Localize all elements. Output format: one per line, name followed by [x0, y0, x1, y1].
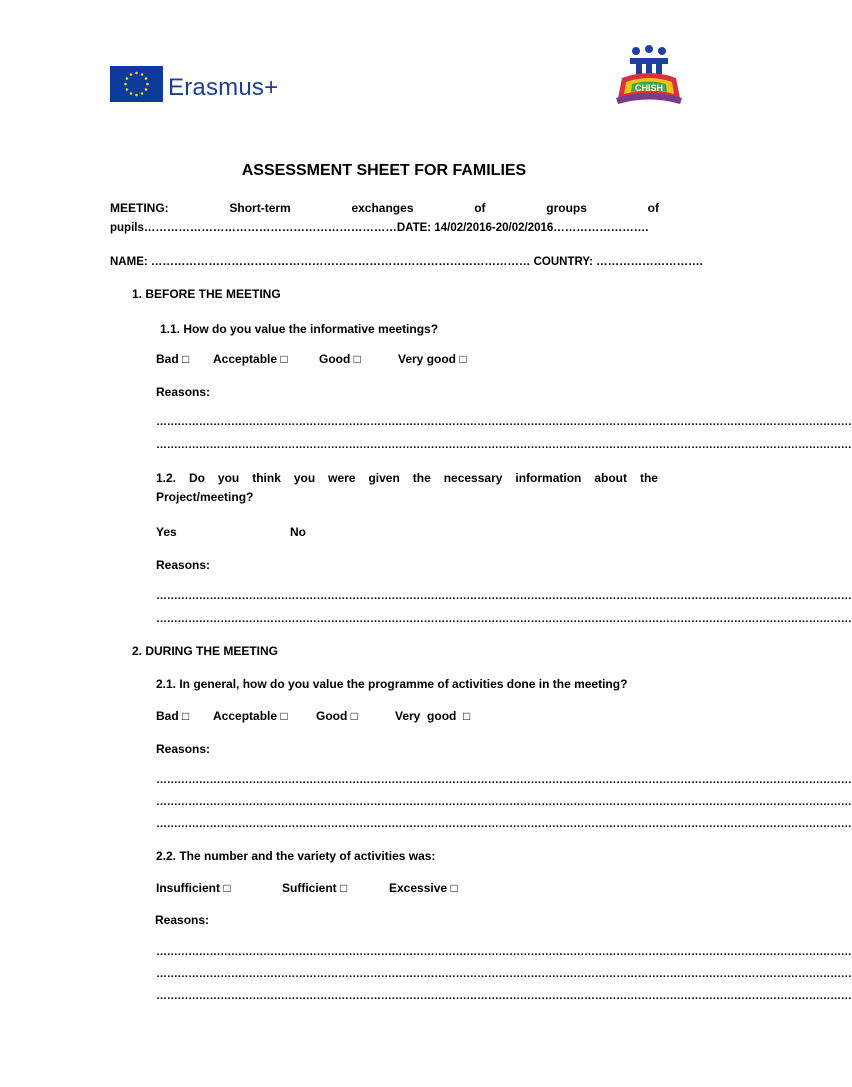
reasons-line[interactable]: …………………………………………………………………………………………………………………………………………………………………………… — [156, 439, 852, 451]
option-good[interactable]: Good □ — [316, 709, 358, 723]
reasons-line[interactable]: …………………………………………………………………………………………………………………………………………………………………………… — [156, 416, 852, 428]
option-very-good[interactable]: Very good □ — [398, 352, 467, 366]
school-logo — [610, 44, 688, 108]
section-heading: 1. BEFORE THE MEETING — [132, 287, 281, 301]
meeting-word: of — [647, 201, 659, 215]
option-insufficient[interactable]: Insufficient □ — [156, 881, 231, 895]
q-word: were — [328, 471, 356, 485]
reasons-label: Reasons: — [156, 385, 211, 399]
q-word: the — [639, 471, 658, 485]
reasons-line[interactable]: …………………………………………………………………………………………………………………………………………………………………………… — [156, 946, 852, 958]
option-sufficient[interactable]: Sufficient □ — [282, 881, 348, 895]
option-no[interactable]: No — [290, 525, 306, 539]
meeting-word: groups — [546, 201, 587, 215]
reasons-line[interactable]: …………………………………………………………………………………………………………………………………………………………………………… — [156, 590, 852, 602]
reasons-label: Reasons: — [155, 913, 210, 927]
reasons-line[interactable]: …………………………………………………………………………………………………………………………………………………………………………… — [156, 774, 852, 786]
question-2-1: 2.1. In general, how do you value the programme of activities done in the meeting? — [156, 677, 628, 691]
reasons-label: Reasons: — [156, 742, 211, 756]
q-word: the — [412, 471, 431, 485]
option-very-good[interactable]: Very good □ — [395, 709, 471, 723]
q-word: Do — [188, 471, 205, 485]
q-word: you — [217, 471, 240, 485]
name-country-field[interactable]: NAME: ……………………………………………………………………………………… COUNTRY: ………………………. — [110, 256, 703, 268]
meeting-date-field[interactable]: pupils…………………………………………………………DATE: 14/02/2016-20/02/2016……………………. — [110, 222, 649, 234]
question-1-1: 1.1. How do you value the informative meetings? — [160, 322, 439, 336]
q-word: information — [515, 471, 582, 485]
q-word: 1.2. — [156, 471, 177, 485]
q-word: about — [594, 471, 627, 485]
q-word: think — [252, 471, 281, 485]
reasons-line[interactable]: …………………………………………………………………………………………………………………………………………………………………………… — [156, 613, 852, 625]
option-yes[interactable]: Yes — [156, 525, 177, 539]
question-1-2 — [156, 471, 658, 485]
section-heading: 2. DURING THE MEETING — [132, 644, 279, 658]
reasons-line[interactable]: …………………………………………………………………………………………………………………………………………………………………………… — [156, 990, 852, 1002]
option-good[interactable]: Good □ — [319, 352, 361, 366]
option-bad[interactable]: Bad □ — [156, 352, 190, 366]
meeting-word: of — [474, 201, 486, 215]
reasons-line[interactable]: …………………………………………………………………………………………………………………………………………………………………………… — [156, 818, 852, 830]
page-title: ASSESSMENT SHEET FOR FAMILIES — [241, 162, 527, 179]
q-word: you — [293, 471, 316, 485]
question-2-2: 2.2. The number and the variety of activities was: — [156, 849, 436, 863]
meeting-word: Short-term — [229, 201, 291, 215]
eu-flag-logo — [110, 66, 163, 102]
meeting-word: exchanges — [351, 201, 414, 215]
reasons-label: Reasons: — [156, 558, 211, 572]
option-acceptable[interactable]: Acceptable □ — [213, 709, 288, 723]
question-1-2-cont: Project/meeting? — [156, 490, 254, 504]
meeting-line — [110, 201, 659, 215]
q-word: given — [368, 471, 400, 485]
erasmus-brand: Erasmus+ — [168, 74, 279, 101]
option-bad[interactable]: Bad □ — [156, 709, 190, 723]
option-acceptable[interactable]: Acceptable □ — [213, 352, 288, 366]
svg-text:CHISH: CHISH — [634, 83, 664, 93]
q-word: necessary — [443, 471, 503, 485]
option-excessive[interactable]: Excessive □ — [389, 881, 458, 895]
reasons-line[interactable]: …………………………………………………………………………………………………………………………………………………………………………… — [156, 796, 852, 808]
meeting-word: MEETING: — [110, 201, 169, 215]
reasons-line[interactable]: …………………………………………………………………………………………………………………………………………………………………………… — [156, 968, 852, 980]
